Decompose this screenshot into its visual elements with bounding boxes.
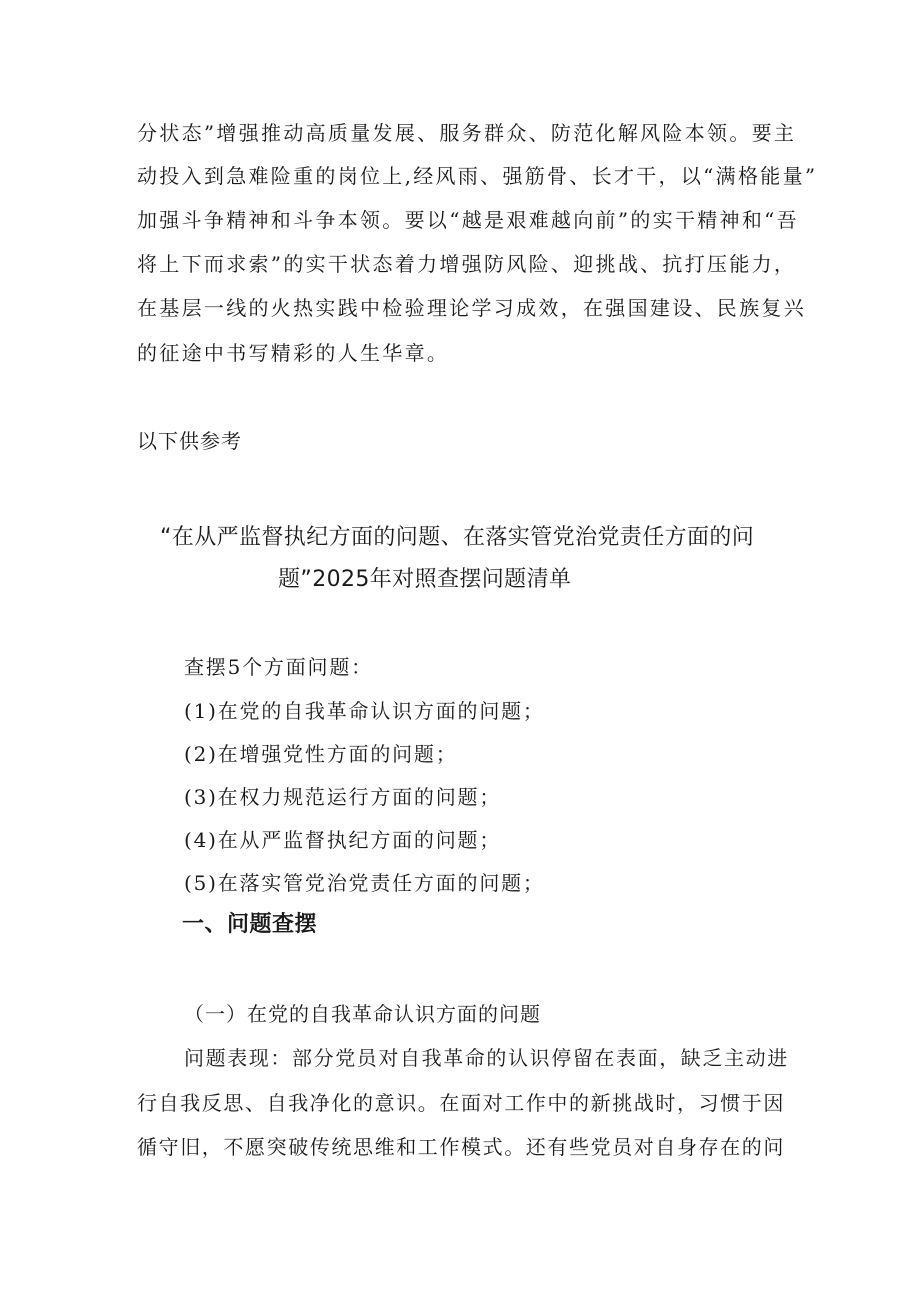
list-item: (1)在党的自我革命认识方面的问题；: [184, 699, 545, 723]
list-intro: 查摆5个方面问题：: [184, 655, 373, 679]
intro-line: 分状态”增强推动高质量发展、服务群众、防范化解风险本领。要主: [137, 121, 797, 145]
intro-line: 动投入到急难险重的岗位上,经风雨、强筋骨、长才干，以“满格能量”: [137, 164, 818, 188]
section-heading: 一、问题查摆: [182, 912, 318, 937]
intro-line: 将上下而求索”的实干状态着力增强防风险、迎挑战、抗打压能力，: [137, 252, 797, 276]
intro-line: 加强斗争精神和斗争本领。要以“越是艰难越向前”的实干精神和“吾: [137, 208, 799, 232]
list-item: (4)在从严监督执纪方面的问题；: [184, 828, 502, 852]
list-item: (2)在增强党性方面的问题；: [184, 742, 458, 766]
title-line-2: 题”2025年对照查摆问题清单: [278, 567, 572, 592]
reference-note: 以下供参考: [137, 429, 242, 453]
list-item: (3)在权力规范运行方面的问题；: [184, 785, 502, 809]
body-line: 循守旧，不愿突破传统思维和工作模式。还有些党员对自身存在的问: [137, 1135, 785, 1159]
subsection-title: （一）在党的自我革命认识方面的问题: [184, 1002, 541, 1026]
body-line: 问题表现：部分党员对自我革命的认识停留在表面，缺乏主动进: [184, 1046, 789, 1070]
title-line-1: “在从严监督执纪方面的问题、在落实管党治党责任方面的问: [160, 525, 755, 550]
body-line: 行自我反思、自我净化的意识。在面对工作中的新挑战时，习惯于因: [137, 1091, 785, 1115]
list-item: (5)在落实管党治党责任方面的问题；: [184, 871, 545, 895]
intro-line: 的征途中书写精彩的人生华章。: [137, 341, 450, 365]
intro-line: 在基层一线的火热实践中检验理论学习成效，在强国建设、民族复兴: [137, 296, 806, 320]
